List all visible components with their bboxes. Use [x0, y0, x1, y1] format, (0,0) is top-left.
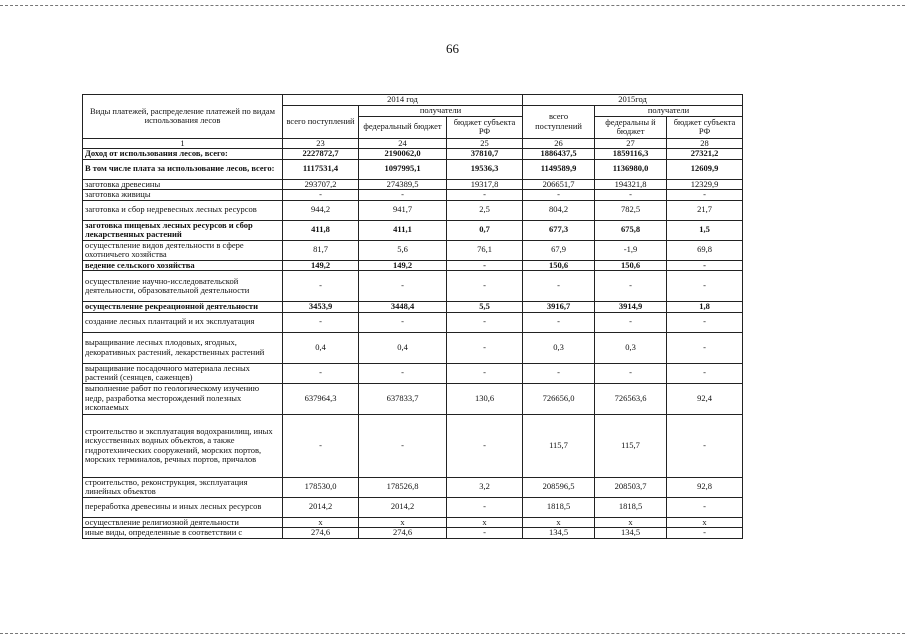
row-value: - — [667, 332, 743, 363]
row-label: ведение сельского хозяйства — [83, 260, 283, 271]
row-value: 1136980,0 — [595, 159, 667, 179]
row-value: 5,6 — [359, 240, 447, 260]
row-value: x — [523, 517, 595, 528]
row-value: 2,5 — [447, 200, 523, 220]
column-number: 1 — [83, 138, 283, 149]
row-value: 206651,7 — [523, 179, 595, 190]
row-value: 3914,9 — [595, 302, 667, 313]
row-value: 2227872,7 — [283, 149, 359, 160]
table-row — [83, 477, 743, 497]
row-value: 637964,3 — [283, 383, 359, 414]
row-value: - — [667, 312, 743, 332]
table-row — [83, 190, 743, 201]
row-value: 675,8 — [595, 220, 667, 240]
row-value: - — [283, 271, 359, 302]
table-row — [83, 159, 743, 179]
row-value: 150,6 — [523, 260, 595, 271]
row-value: 19536,3 — [447, 159, 523, 179]
row-value: 411,8 — [283, 220, 359, 240]
row-value: - — [667, 414, 743, 477]
row-value: 941,7 — [359, 200, 447, 220]
scan-edge-bottom — [0, 633, 905, 634]
table-body — [83, 149, 743, 539]
row-value: 0,4 — [359, 332, 447, 363]
row-label: иные виды, определенные в соответствии с — [83, 528, 283, 539]
row-value: - — [523, 271, 595, 302]
row-value: - — [359, 363, 447, 383]
row-value: 274,6 — [283, 528, 359, 539]
row-value: - — [667, 260, 743, 271]
row-value: 3448,4 — [359, 302, 447, 313]
row-label: осуществление рекреационной деятельности — [83, 302, 283, 313]
row-value: - — [523, 190, 595, 201]
row-value: 27321,2 — [667, 149, 743, 160]
table-row — [83, 312, 743, 332]
row-label: осуществление видов деятельности в сфере охотничьего хозяйства — [83, 240, 283, 260]
row-value: 208596,5 — [523, 477, 595, 497]
row-value: - — [667, 363, 743, 383]
row-value: 3453,9 — [283, 302, 359, 313]
row-label: заготовка пищевых лесных ресурсов и сбор лекарственных растений — [83, 220, 283, 240]
row-value: 134,5 — [595, 528, 667, 539]
header-total-2015: всего поступлений — [523, 106, 595, 139]
row-value: - — [447, 312, 523, 332]
payments-table — [82, 94, 743, 539]
column-number: 24 — [359, 138, 447, 149]
table-row — [83, 332, 743, 363]
row-value: 782,5 — [595, 200, 667, 220]
header-year-2014: 2014 год — [283, 95, 523, 106]
scan-edge-top — [0, 5, 905, 6]
header-year-2015: 2015год — [523, 95, 743, 106]
row-value: 149,2 — [359, 260, 447, 271]
header-regional-2015: бюджет субъекта РФ — [667, 116, 743, 138]
row-value: x — [359, 517, 447, 528]
row-label: В том числе плата за использование лесов, всего: — [83, 159, 283, 179]
row-value: 944,2 — [283, 200, 359, 220]
row-value: - — [667, 271, 743, 302]
row-label: заготовка живицы — [83, 190, 283, 201]
row-value: x — [283, 517, 359, 528]
row-value: 76,1 — [447, 240, 523, 260]
row-value: - — [283, 414, 359, 477]
row-value: - — [447, 260, 523, 271]
table-row — [83, 363, 743, 383]
row-value: x — [667, 517, 743, 528]
table-row — [83, 414, 743, 477]
row-value: 19317,8 — [447, 179, 523, 190]
row-label: выполнение работ по геологическому изучению недр, разработка месторождений полезных ископаемых — [83, 383, 283, 414]
header-row-label: Виды платежей, распределение платежей по видам использования лесов — [83, 95, 283, 139]
page-number: 66 — [446, 41, 459, 56]
header-federal-2014: федеральный бюджет — [359, 116, 447, 138]
row-value: 0,7 — [447, 220, 523, 240]
row-value: 0,3 — [595, 332, 667, 363]
header-regional-2014: бюджет субъекта РФ — [447, 116, 523, 138]
row-value: 2014,2 — [359, 497, 447, 517]
row-value: 67,9 — [523, 240, 595, 260]
row-value: 37810,7 — [447, 149, 523, 160]
row-value: 1,8 — [667, 302, 743, 313]
column-number: 28 — [667, 138, 743, 149]
table-row — [83, 240, 743, 260]
row-value: 115,7 — [523, 414, 595, 477]
table-row — [83, 383, 743, 414]
row-value: x — [447, 517, 523, 528]
row-value: 1,5 — [667, 220, 743, 240]
table-row — [83, 260, 743, 271]
column-number: 23 — [283, 138, 359, 149]
row-value: 3,2 — [447, 477, 523, 497]
row-value: 12329,9 — [667, 179, 743, 190]
row-value: - — [283, 190, 359, 201]
row-value: 637833,7 — [359, 383, 447, 414]
row-value: - — [359, 312, 447, 332]
row-value: 194321,8 — [595, 179, 667, 190]
row-value: 5,5 — [447, 302, 523, 313]
row-value: 2014,2 — [283, 497, 359, 517]
row-label: заготовка древесины — [83, 179, 283, 190]
row-value: 677,3 — [523, 220, 595, 240]
row-value: 130,6 — [447, 383, 523, 414]
row-value: 92,8 — [667, 477, 743, 497]
row-value: 804,2 — [523, 200, 595, 220]
header-federal-2015: федеральны й бюджет — [595, 116, 667, 138]
column-number: 25 — [447, 138, 523, 149]
row-value: - — [447, 363, 523, 383]
row-value: 1097995,1 — [359, 159, 447, 179]
row-value: 274389,5 — [359, 179, 447, 190]
row-value: 3916,7 — [523, 302, 595, 313]
row-value: - — [595, 363, 667, 383]
row-value: - — [667, 190, 743, 201]
row-value: - — [359, 414, 447, 477]
row-label: строительство и эксплуатация водохранилищ, иных искусственных водных объектов, а также гидротехнических сооружений, морских портов, морских терминалов, речных портов, причалов — [83, 414, 283, 477]
row-value: - — [667, 528, 743, 539]
column-numbers-row — [83, 138, 743, 149]
row-value: - — [359, 190, 447, 201]
row-value: - — [447, 271, 523, 302]
column-number: 27 — [595, 138, 667, 149]
row-value: 726656,0 — [523, 383, 595, 414]
row-value: 0,4 — [283, 332, 359, 363]
row-value: 274,6 — [359, 528, 447, 539]
row-value: 1117531,4 — [283, 159, 359, 179]
row-value: x — [595, 517, 667, 528]
header-total-2014: всего поступлений — [283, 106, 359, 139]
row-value: 21,7 — [667, 200, 743, 220]
table-row — [83, 179, 743, 190]
row-value: - — [447, 414, 523, 477]
row-value: 1818,5 — [595, 497, 667, 517]
row-value: 150,6 — [595, 260, 667, 271]
row-label: заготовка и сбор недревесных лесных ресурсов — [83, 200, 283, 220]
table-row — [83, 200, 743, 220]
row-value: 1149589,9 — [523, 159, 595, 179]
row-label: выращивание лесных плодовых, ягодных, декоративных растений, лекарственных растений — [83, 332, 283, 363]
row-value: - — [523, 312, 595, 332]
row-value: -1,9 — [595, 240, 667, 260]
row-value: - — [595, 312, 667, 332]
row-value: - — [283, 363, 359, 383]
row-value: 92,4 — [667, 383, 743, 414]
row-label: осуществление религиозной деятельности — [83, 517, 283, 528]
row-value: - — [595, 190, 667, 201]
table-row — [83, 528, 743, 539]
row-value: 726563,6 — [595, 383, 667, 414]
table-row — [83, 302, 743, 313]
header-recipients-2015: получатели — [595, 106, 743, 117]
column-number: 26 — [523, 138, 595, 149]
row-value: 1818,5 — [523, 497, 595, 517]
row-label: осуществление научно-исследовательской деятельности, образовательной деятельности — [83, 271, 283, 302]
row-label: создание лесных плантаций и их эксплуатация — [83, 312, 283, 332]
row-value: 2190062,0 — [359, 149, 447, 160]
row-label: выращивание посадочного материала лесных растений (сеянцев, саженцев) — [83, 363, 283, 383]
row-value: - — [447, 497, 523, 517]
row-value: 149,2 — [283, 260, 359, 271]
row-value: 69,8 — [667, 240, 743, 260]
row-label: строительство, реконструкция, эксплуатация линейных объектов — [83, 477, 283, 497]
row-value: 134,5 — [523, 528, 595, 539]
row-label: Доход от использования лесов, всего: — [83, 149, 283, 160]
table-row — [83, 517, 743, 528]
row-value: - — [283, 312, 359, 332]
row-value: 1886437,5 — [523, 149, 595, 160]
table-row — [83, 497, 743, 517]
row-value: - — [447, 332, 523, 363]
row-value: - — [523, 363, 595, 383]
header-recipients-2014: получатели — [359, 106, 523, 117]
row-value: 411,1 — [359, 220, 447, 240]
row-value: - — [359, 271, 447, 302]
row-value: - — [667, 497, 743, 517]
row-value: 115,7 — [595, 414, 667, 477]
row-value: - — [447, 528, 523, 539]
row-label: переработка древесины и иных лесных ресурсов — [83, 497, 283, 517]
row-value: 0,3 — [523, 332, 595, 363]
row-value: - — [447, 190, 523, 201]
table-row — [83, 220, 743, 240]
row-value: 178530,0 — [283, 477, 359, 497]
row-value: 178526,8 — [359, 477, 447, 497]
table-row — [83, 271, 743, 302]
row-value: 1859116,3 — [595, 149, 667, 160]
row-value: 208503,7 — [595, 477, 667, 497]
row-value: 81,7 — [283, 240, 359, 260]
row-value: - — [595, 271, 667, 302]
row-value: 12609,9 — [667, 159, 743, 179]
row-value: 293707,2 — [283, 179, 359, 190]
table-row — [83, 149, 743, 160]
